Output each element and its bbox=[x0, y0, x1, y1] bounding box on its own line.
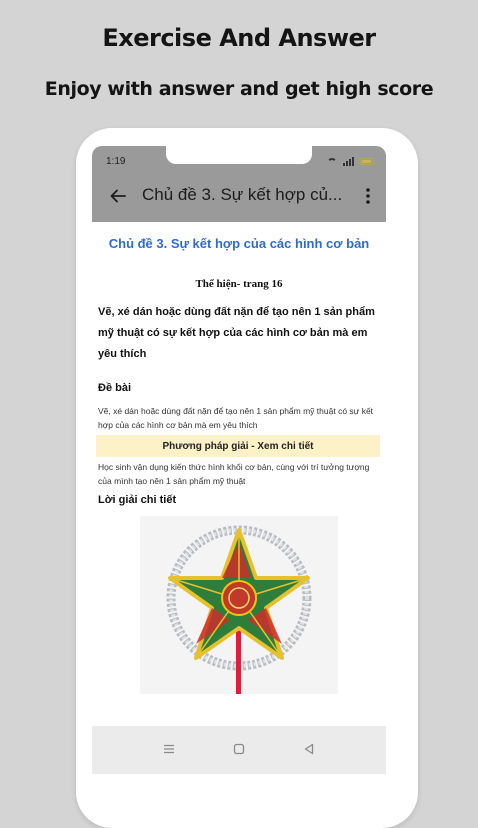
app-bar bbox=[92, 170, 386, 222]
de-bai-label: Đề bài bbox=[98, 382, 132, 394]
document-content[interactable] bbox=[92, 222, 386, 726]
home-button[interactable] bbox=[232, 742, 246, 756]
star-lantern-image bbox=[140, 516, 338, 694]
back-button[interactable] bbox=[106, 184, 130, 208]
menu-lines-icon bbox=[163, 744, 175, 754]
back-triangle-icon bbox=[303, 743, 315, 755]
camera-notch bbox=[166, 146, 312, 164]
more-vertical-icon bbox=[365, 187, 371, 205]
phone-screen bbox=[92, 146, 386, 774]
promo-title: Exercise And Answer bbox=[102, 24, 376, 52]
battery-icon bbox=[360, 158, 374, 165]
section-heading: Thể hiện- trang 16 bbox=[195, 278, 283, 290]
app-bar-title: Chủ đề 3. Sự kết hợp củ... bbox=[142, 185, 343, 204]
question-text: Vẽ, xé dán hoặc dùng đất nặn để tạo nên 1 sản phẩm mỹ thuật có sự kết hợp của các hình cơ bản mà em yêu thích bbox=[98, 306, 375, 360]
status-time: 1:19 bbox=[106, 156, 126, 167]
status-bar bbox=[92, 146, 386, 170]
system-nav-bar bbox=[92, 726, 386, 774]
de-bai-text: Vẽ, xé dán hoặc dùng đất nặn để tạo nên 1 sản phẩm mỹ thuật có sự kết hợp của các hình cơ bản mà em yêu thích bbox=[98, 406, 374, 430]
method-text: Học sinh vận dụng kiến thức hình khối cơ bản, cùng với trí tưởng tượng của mình tạo nên 1 sản phẩm mỹ thuật bbox=[98, 462, 370, 486]
status-icons bbox=[327, 156, 374, 166]
document-title: Chủ đề 3. Sự kết hợp của các hình cơ bản bbox=[108, 236, 370, 251]
method-link[interactable]: Phương pháp giải - Xem chi tiết bbox=[96, 435, 380, 457]
loi-giai-label: Lời giải chi tiết bbox=[98, 494, 177, 506]
signal-icon bbox=[343, 157, 354, 166]
more-options-button[interactable] bbox=[360, 184, 376, 208]
solution-image bbox=[140, 516, 338, 694]
arrow-left-icon bbox=[109, 187, 127, 205]
recent-apps-button[interactable] bbox=[162, 742, 176, 756]
back-nav-button[interactable] bbox=[302, 742, 316, 756]
wifi-icon bbox=[327, 158, 337, 165]
promo-subtitle: Enjoy with answer and get high score bbox=[44, 78, 434, 100]
home-square-icon bbox=[233, 743, 245, 755]
